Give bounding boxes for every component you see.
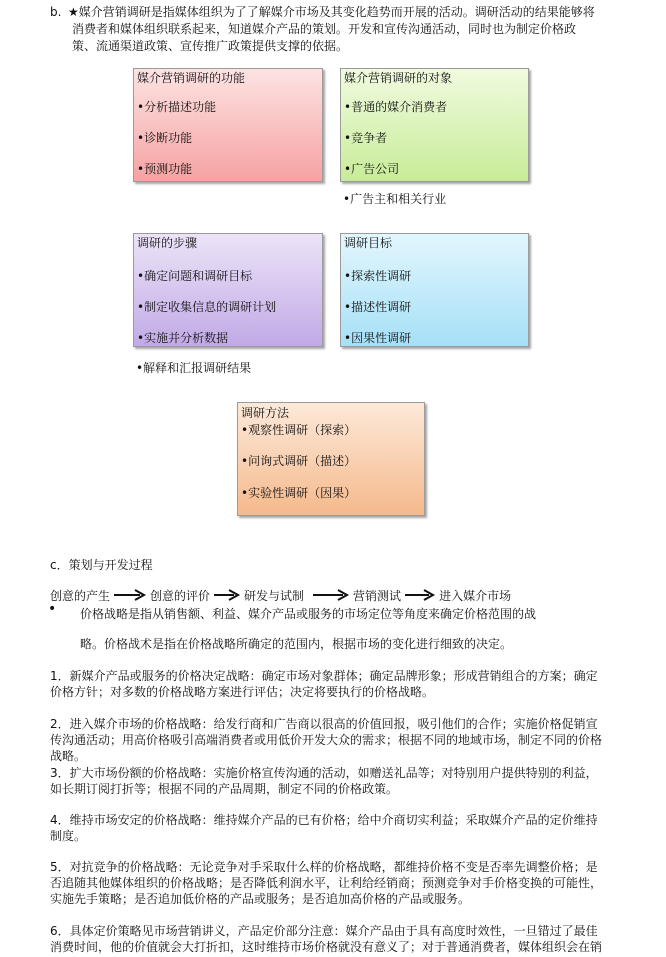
strategy-5-line-3: 实施先手策略；是否追加低价格的产品或服务；是否追加高价格的产品或服务。 [50, 892, 471, 906]
strategy-1-line-1: 1．新媒介产品或服务的价格决定战略：确定市场对象群体；确定品牌形象；形成营销组合的方案；确定 [50, 669, 598, 683]
box-item: •预测功能 [137, 162, 193, 176]
flow-step: 创意的评价 [150, 588, 211, 603]
box-item: •制定收集信息的调研计划 [137, 300, 277, 314]
strategy-2-line-3: 战略。 [50, 749, 87, 763]
box-research-objects [340, 68, 529, 182]
box-item: •描述性调研 [344, 300, 412, 314]
box-title: 调研方法 [241, 406, 290, 420]
arrow-right-icon [113, 589, 147, 601]
process-flow [50, 586, 511, 604]
arrow-right-icon [312, 589, 350, 601]
box-item: •探索性调研 [344, 269, 412, 283]
box-item: •观察性调研（探索） [241, 423, 357, 437]
strategy-3-line-2: 如长期订阅打折等；根据不同的产品周期，制定不同的价格政策。 [50, 782, 399, 796]
strategy-5-line-1: 5．对抗竞争的价格战略：无论竞争对手采取什么样的价格战略，都维持价格不变是否率先调整价格；是 [50, 860, 598, 874]
intro-marker: b. [50, 5, 62, 19]
strategy-5-line-2: 否追随其他媒体组织的价格战略；是否降低利润水平，让利给经销商；预测竞争对手价格变换的可能性， [50, 876, 603, 890]
box-item: •诊断功能 [137, 131, 193, 145]
strategy-2-line-2: 传沟通活动；用高价格吸引高端消费者或用低价开发大众的需求；根据不同的地域市场，制定不同的价格 [50, 733, 603, 747]
box-title: 调研的步骤 [137, 236, 198, 250]
price-strategy-line-2: 略。价格战术是指在价格战略所确定的范围内，根据市场的变化进行细致的决定。 [80, 637, 513, 651]
strategy-1-line-2: 价格方针；对多数的价格战略方案进行评估；决定将要执行的价格战略。 [50, 685, 435, 699]
strategy-4-line-2: 制度。 [50, 829, 87, 843]
box-research-goals [340, 233, 529, 347]
intro-paragraph [50, 4, 640, 55]
box-research-steps [133, 233, 323, 347]
box-overflow-item: •广告主和相关行业 [343, 192, 447, 206]
arrow-right-icon [404, 589, 436, 601]
box-item: •实施并分析数据 [137, 331, 229, 345]
box-item: •问询式调研（描述） [241, 454, 357, 468]
flow-step: 研发与试制 [244, 588, 305, 603]
box-research-methods [237, 402, 425, 516]
box-title: 媒介营销调研的对象 [344, 71, 453, 85]
flow-step: 进入媒介市场 [439, 588, 512, 603]
box-item: •分析描述功能 [137, 100, 217, 114]
strategy-2-line-1: 2．进入媒介市场的价格战略：给发行商和广告商以很高的价值回报，吸引他们的合作；实施价格促销宣 [50, 717, 598, 731]
box-item: •普通的媒介消费者 [344, 100, 448, 114]
price-strategy-line-1: 价格战略是指从销售额、利益、媒介产品或服务的市场定位等角度来确定价格范围的战 [80, 607, 537, 621]
box-item: •因果性调研 [344, 331, 412, 345]
box-item: •实验性调研（因果） [241, 486, 357, 500]
strategy-3-line-1: 3．扩大市场份额的价格战略：实施价格宣传沟通的活动，如赠送礼品等；对特别用户提供特别的利益， [50, 766, 598, 780]
flow-step: 营销测试 [353, 588, 402, 603]
strategy-4-line-1: 4．维持市场安定的价格战略：维持媒介产品的已有价格；给中介商切实利益；采取媒介产品的定价维持 [50, 813, 598, 827]
box-title: 媒介营销调研的功能 [137, 71, 246, 85]
bullet-marker: • [48, 601, 57, 617]
box-item: •广告公司 [344, 162, 400, 176]
arrow-right-icon [213, 589, 241, 601]
box-overflow-item: •解释和汇报调研结果 [136, 361, 252, 375]
box-item: •确定问题和调研目标 [137, 269, 253, 283]
strategy-6-line-2: 消费时间，他的价值就会大打折扣，这时维持市场价格就没有意义了；对于普通消费者，媒体组织会在销 [50, 940, 603, 954]
section-c-heading: c．策划与开发过程 [50, 558, 153, 572]
box-title: 调研目标 [344, 236, 393, 250]
intro-line-2: 消费者和媒体组织联系起来，知道媒介产品的策划。开发和宣传沟通活动，同时也为制定价格政 [72, 22, 577, 36]
box-item: •竞争者 [344, 131, 388, 145]
intro-line-1: ★媒介营销调研是指媒体组织为了了解媒介市场及其变化趋势而开展的活动。调研活动的结果能够将 [68, 5, 595, 19]
box-research-functions [133, 68, 323, 182]
strategy-6-line-1: 6．具体定价策略见市场营销讲义，产品定价部分注意：媒介产品由于具有高度时效性，一旦错过了最佳 [50, 924, 598, 938]
flow-step: 创意的产生 [50, 588, 111, 603]
intro-line-3: 策、流通渠道政策、宣传推广政策提供支撑的依据。 [72, 39, 349, 53]
